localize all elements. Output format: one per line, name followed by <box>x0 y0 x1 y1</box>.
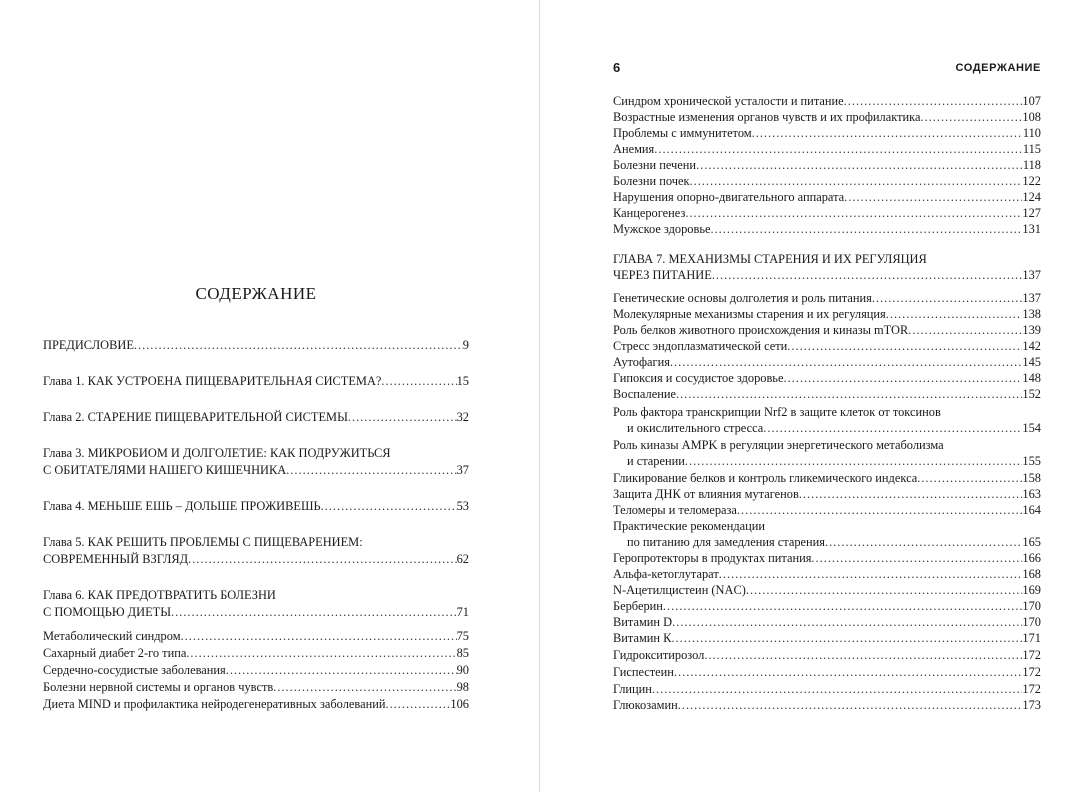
leader-dots <box>825 534 1022 550</box>
leader-dots <box>787 338 1022 354</box>
toc-entry-line1: Практические рекомендации <box>613 519 766 533</box>
toc-entry[interactable]: N-Ацетилцистеин (NAC) ..... 169 <box>613 582 1041 598</box>
toc-entry[interactable]: Роль белков животного происхождения и киназы mTOR ..... 139 <box>613 322 1041 338</box>
leader-dots <box>654 141 1023 157</box>
leader-dots <box>752 125 1023 141</box>
toc-entry[interactable]: Теломеры и теломераза ..... 164 <box>613 502 1041 518</box>
page-number: 6 <box>613 60 621 75</box>
toc-entry[interactable]: Синдром хронической усталости и питание ..... 107 <box>613 93 1041 109</box>
leader-dots <box>710 221 1022 237</box>
toc-entry-line1: Глава 3. МИКРОБИОМ И ДОЛГОЛЕТИЕ: КАК ПОДРУЖИТЬСЯ <box>43 446 391 460</box>
leader-dots <box>737 502 1022 518</box>
leader-dots <box>171 604 457 620</box>
leader-dots <box>712 267 1023 283</box>
leader-dots <box>678 697 1023 713</box>
toc-entry[interactable]: Болезни нервной системы и органов чувств ..... 98 <box>43 679 469 695</box>
leader-dots <box>186 645 456 661</box>
toc-entry-line1: Глава 5. КАК РЕШИТЬ ПРОБЛЕМЫ С ПИЩЕВАРЕНИЕМ: <box>43 535 363 549</box>
leader-dots <box>321 498 457 514</box>
leader-dots <box>872 290 1023 306</box>
leader-dots <box>134 337 463 353</box>
leader-dots <box>671 630 1022 646</box>
toc-entry[interactable]: ПРЕДИСЛОВИЕ ..... 9 <box>43 337 469 353</box>
leader-dots <box>719 566 1023 582</box>
toc-entry[interactable]: Болезни печени ..... 118 <box>613 157 1041 173</box>
toc-entry-line1: Роль киназы AMPK в регуляции энергетического метаболизма <box>613 438 944 452</box>
leader-dots <box>696 157 1023 173</box>
toc-entry[interactable]: по питанию для замедления старения ..... 165 <box>627 534 1041 550</box>
toc-entry[interactable]: Мужское здоровье ..... 131 <box>613 221 1041 237</box>
toc-entry[interactable]: Нарушения опорно-двигательного аппарата ..... 124 <box>613 189 1041 205</box>
leader-dots <box>685 453 1023 469</box>
toc-entry[interactable]: Гидрокситирозол ..... 172 <box>613 647 1041 663</box>
leader-dots <box>920 109 1022 125</box>
leader-dots <box>181 628 457 644</box>
toc-entry[interactable]: Возрастные изменения органов чувств и их профилактика ..... 108 <box>613 109 1041 125</box>
toc-entry[interactable]: Анемия ..... 115 <box>613 141 1041 157</box>
toc-entry[interactable]: Глицин ..... 172 <box>613 681 1041 697</box>
toc-entry[interactable]: и окислительного стресса ..... 154 <box>627 420 1041 436</box>
leader-dots <box>763 420 1022 436</box>
toc-entry[interactable]: С ОБИТАТЕЛЯМИ НАШЕГО КИШЕЧНИКА ..... 37 <box>43 462 469 478</box>
toc-entry[interactable]: Молекулярные механизмы старения и их регуляция ..... 138 <box>613 306 1041 322</box>
leader-dots <box>663 598 1022 614</box>
leader-dots <box>226 662 457 678</box>
toc-entry-line1: Глава 6. КАК ПРЕДОТВРАТИТЬ БОЛЕЗНИ <box>43 588 276 602</box>
running-title: СОДЕРЖАНИЕ <box>955 62 1041 74</box>
leader-dots <box>917 470 1022 486</box>
leader-dots <box>674 664 1022 680</box>
toc-entry[interactable]: Проблемы с иммунитетом ..... 110 <box>613 125 1041 141</box>
leader-dots <box>844 93 1023 109</box>
toc-entry[interactable]: ЧЕРЕЗ ПИТАНИЕ ..... 137 <box>613 267 1041 283</box>
toc-entry[interactable]: Альфа-кетоглутарат ..... 168 <box>613 566 1041 582</box>
toc-entry[interactable]: Гликирование белков и контроль гликемического индекса ..... 158 <box>613 470 1041 486</box>
leader-dots <box>670 354 1022 370</box>
toc-entry[interactable]: Диета MIND и профилактика нейродегенеративных заболеваний ..... 106 <box>43 696 469 712</box>
leader-dots <box>273 679 456 695</box>
toc-entry[interactable]: Глюкозамин ..... 173 <box>613 697 1041 713</box>
left-page <box>0 0 539 792</box>
toc-entry[interactable]: и старении ..... 155 <box>627 453 1041 469</box>
toc-entry[interactable]: Глава 4. МЕНЬШЕ ЕШЬ – ДОЛЬШЕ ПРОЖИВЕШЬ ..... 53 <box>43 498 469 514</box>
toc-title: СОДЕРЖАНИЕ <box>195 284 317 303</box>
leader-dots <box>676 386 1022 402</box>
leader-dots <box>286 462 456 478</box>
leader-dots <box>908 322 1022 338</box>
toc-entry-line1: Роль фактора транскрипции Nrf2 в защите клеток от токсинов <box>613 405 941 419</box>
leader-dots <box>704 647 1022 663</box>
toc-entry[interactable]: Берберин ..... 170 <box>613 598 1041 614</box>
leader-dots <box>188 551 457 567</box>
toc-entry[interactable]: Генетические основы долголетия и роль питания ..... 137 <box>613 290 1041 306</box>
toc-entry-line1: ГЛАВА 7. МЕХАНИЗМЫ СТАРЕНИЯ И ИХ РЕГУЛЯЦИЯ <box>613 252 927 266</box>
toc-entry[interactable]: СОВРЕМЕННЫЙ ВЗГЛЯД ..... 62 <box>43 551 469 567</box>
leader-dots <box>799 486 1023 502</box>
leader-dots <box>746 582 1023 598</box>
toc-entry[interactable]: Аутофагия ..... 145 <box>613 354 1041 370</box>
toc-entry[interactable]: Гиспестеин ..... 172 <box>613 664 1041 680</box>
leader-dots <box>381 373 456 389</box>
leader-dots <box>844 189 1022 205</box>
toc-entry[interactable]: Глава 2. СТАРЕНИЕ ПИЩЕВАРИТЕЛЬНОЙ СИСТЕМЫ ..... 32 <box>43 409 469 425</box>
leader-dots <box>672 614 1022 630</box>
toc-entry[interactable]: Глава 1. КАК УСТРОЕНА ПИЩЕВАРИТЕЛЬНАЯ СИСТЕМА? ..... 15 <box>43 373 469 389</box>
leader-dots <box>348 409 457 425</box>
toc-entry[interactable]: Воспаление ..... 152 <box>613 386 1041 402</box>
leader-dots <box>690 173 1023 189</box>
toc-entry[interactable]: Витамин К ..... 171 <box>613 630 1041 646</box>
toc-entry[interactable]: Гипоксия и сосудистое здоровье ..... 148 <box>613 370 1041 386</box>
leader-dots <box>886 306 1023 322</box>
toc-entry[interactable]: Метаболический синдром ..... 75 <box>43 628 469 644</box>
toc-entry[interactable]: Сахарный диабет 2-го типа ..... 85 <box>43 645 469 661</box>
leader-dots <box>652 681 1022 697</box>
toc-entry[interactable]: Витамин D ..... 170 <box>613 614 1041 630</box>
toc-entry[interactable]: Болезни почек ..... 122 <box>613 173 1041 189</box>
toc-entry[interactable]: С ПОМОЩЬЮ ДИЕТЫ ..... 71 <box>43 604 469 620</box>
toc-entry[interactable]: Геропротекторы в продуктах питания ..... 166 <box>613 550 1041 566</box>
leader-dots <box>385 696 450 712</box>
toc-entry[interactable]: Стресс эндоплазматической сети ..... 142 <box>613 338 1041 354</box>
toc-entry[interactable]: Защита ДНК от влияния мутагенов ..... 163 <box>613 486 1041 502</box>
toc-entry[interactable]: Канцерогенез ..... 127 <box>613 205 1041 221</box>
toc-entry[interactable]: Сердечно-сосудистые заболевания ..... 90 <box>43 662 469 678</box>
leader-dots <box>811 550 1022 566</box>
leader-dots <box>783 370 1022 386</box>
leader-dots <box>685 205 1022 221</box>
